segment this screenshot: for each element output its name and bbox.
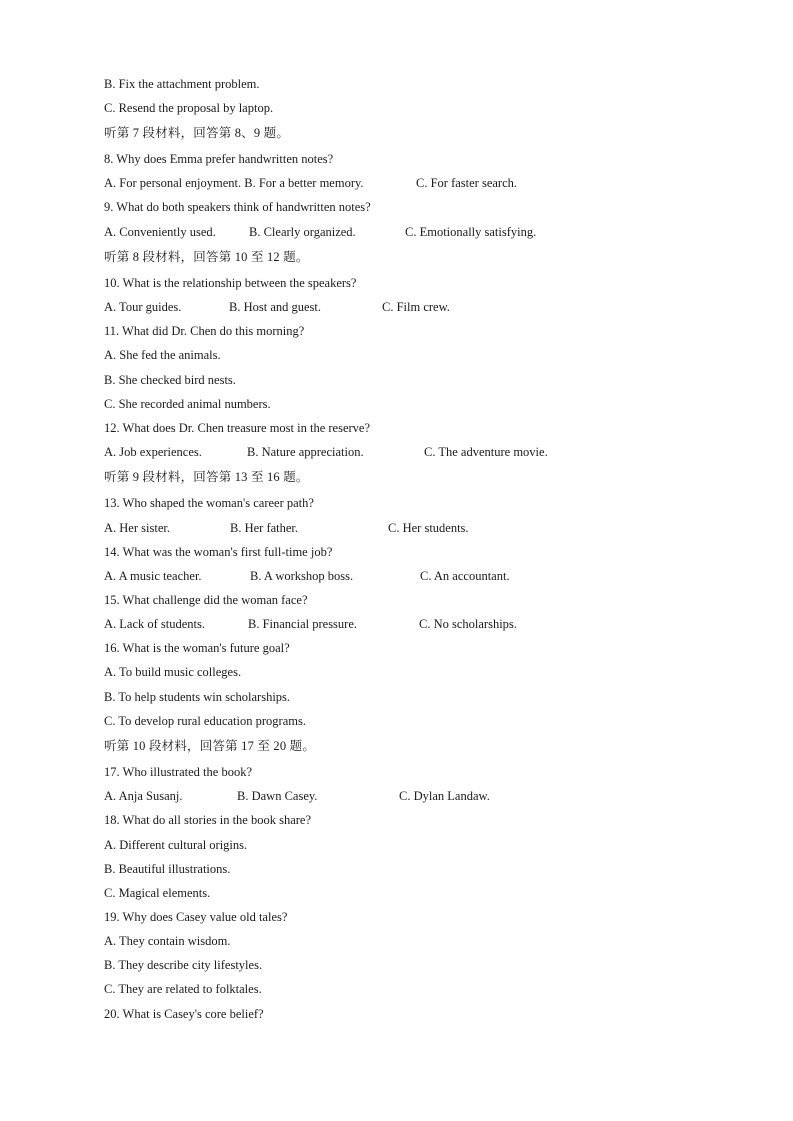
answer-option: C. Her students. bbox=[388, 521, 469, 535]
answer-option: C. Emotionally satisfying. bbox=[405, 225, 537, 239]
answer-option: B. Financial pressure. bbox=[248, 617, 358, 631]
answer-option: B. Nature appreciation. bbox=[247, 445, 364, 459]
question-stem: 10. What is the relationship between the speakers? bbox=[104, 276, 357, 290]
answer-option: A. Lack of students. bbox=[104, 617, 206, 631]
answer-option: B. They describe city lifestyles. bbox=[104, 958, 263, 972]
answer-option: A. Tour guides. bbox=[104, 300, 182, 314]
answer-option: A. Anja Susanj. bbox=[104, 789, 183, 803]
answer-option: C. To develop rural education programs. bbox=[104, 714, 306, 728]
answer-option: C. Film crew. bbox=[382, 300, 450, 314]
question-stem: 8. Why does Emma prefer handwritten notes? bbox=[104, 152, 334, 166]
answer-option: C. Resend the proposal by laptop. bbox=[104, 101, 274, 115]
answer-option: C. No scholarships. bbox=[419, 617, 517, 631]
question-stem: 11. What did Dr. Chen do this morning? bbox=[104, 324, 305, 338]
section-heading: 听第 7 段材料，回答第 8、9 题。 bbox=[104, 126, 290, 140]
answer-option: A. A music teacher. bbox=[104, 569, 202, 583]
section-heading: 听第 9 段材料，回答第 13 至 16 题。 bbox=[104, 470, 309, 484]
question-stem: 15. What challenge did the woman face? bbox=[104, 593, 308, 607]
answer-option: C. Dylan Landaw. bbox=[399, 789, 490, 803]
answer-option: A. They contain wisdom. bbox=[104, 934, 231, 948]
question-stem: 9. What do both speakers think of handwritten notes? bbox=[104, 200, 371, 214]
answer-option: B. Host and guest. bbox=[229, 300, 322, 314]
section-heading: 听第 10 段材料，回答第 17 至 20 题。 bbox=[104, 739, 316, 753]
answer-option: A. To build music colleges. bbox=[104, 665, 242, 679]
answer-option: B. Her father. bbox=[230, 521, 299, 535]
answer-option: A. For personal enjoyment. B. For a better memory. bbox=[104, 176, 364, 190]
answer-option: A. Her sister. bbox=[104, 521, 170, 535]
answer-option: A. Different cultural origins. bbox=[104, 838, 248, 852]
answer-option: A. She fed the animals. bbox=[104, 348, 221, 362]
question-stem: 14. What was the woman's first full-time job? bbox=[104, 545, 333, 559]
answer-option: A. Job experiences. bbox=[104, 445, 202, 459]
answer-option: B. Beautiful illustrations. bbox=[104, 862, 231, 876]
question-stem: 17. Who illustrated the book? bbox=[104, 765, 253, 779]
question-stem: 12. What does Dr. Chen treasure most in the reserve? bbox=[104, 421, 371, 435]
question-stem: 16. What is the woman's future goal? bbox=[104, 641, 290, 655]
answer-option: C. For faster search. bbox=[416, 176, 518, 190]
answer-option: A. Conveniently used. bbox=[104, 225, 216, 239]
answer-option: C. An accountant. bbox=[420, 569, 510, 583]
answer-option: B. She checked bird nests. bbox=[104, 373, 236, 387]
question-stem: 20. What is Casey's core belief? bbox=[104, 1007, 264, 1021]
question-stem: 19. Why does Casey value old tales? bbox=[104, 910, 288, 924]
answer-option: B. Fix the attachment problem. bbox=[104, 77, 260, 91]
section-heading: 听第 8 段材料，回答第 10 至 12 题。 bbox=[104, 250, 309, 264]
question-stem: 13. Who shaped the woman's career path? bbox=[104, 496, 314, 510]
question-stem: 18. What do all stories in the book share? bbox=[104, 813, 312, 827]
answer-option: C. Magical elements. bbox=[104, 886, 211, 900]
answer-option: C. The adventure movie. bbox=[424, 445, 548, 459]
answer-option: C. She recorded animal numbers. bbox=[104, 397, 271, 411]
answer-option: B. A workshop boss. bbox=[250, 569, 354, 583]
answer-option: B. To help students win scholarships. bbox=[104, 690, 291, 704]
answer-option: B. Dawn Casey. bbox=[237, 789, 318, 803]
answer-option: C. They are related to folktales. bbox=[104, 982, 262, 996]
answer-option: B. Clearly organized. bbox=[249, 225, 356, 239]
